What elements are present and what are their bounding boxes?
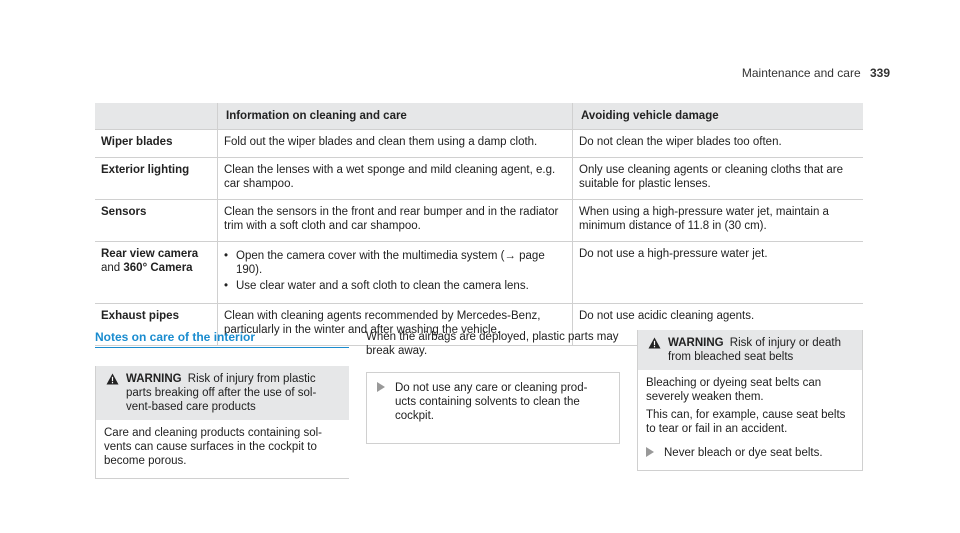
warning-paragraph: Bleaching or dyeing seat belts can severely weaken them. [646, 377, 822, 403]
warning-label: WARNING [668, 337, 724, 349]
cleaning-care-table [95, 103, 863, 346]
table-row [95, 158, 863, 200]
table-header-row [95, 103, 863, 130]
table-row [95, 200, 863, 242]
warning-label: WARNING [126, 373, 182, 385]
warning-header [638, 330, 862, 370]
table-row [95, 130, 863, 158]
notes-column-1 [95, 330, 349, 479]
instruction-text: Never bleach or dye seat belts. [664, 447, 823, 459]
bullet-item: • Use clear water and a soft cloth to clean the camera lens. [224, 279, 566, 293]
row-info: Fold out the wiper blades and clean them using a damp cloth. [218, 130, 573, 158]
instruction-box [366, 372, 620, 444]
warning-body [638, 370, 862, 470]
table-header-avoid: Avoiding vehicle damage [573, 103, 864, 130]
row-avoid: Do not clean the wiper blades too often. [573, 130, 864, 158]
warning-box [637, 330, 863, 471]
row-info [218, 242, 573, 304]
table-header-empty [95, 103, 218, 130]
warning-box [95, 366, 349, 479]
warning-title: Risk of injury from plastic parts breaking off after the use of sol- vent-based care products [126, 373, 317, 413]
instruction-arrow-icon [646, 447, 654, 457]
table-row [95, 242, 863, 304]
page-number: 339 [869, 66, 890, 80]
airbag-text: When the airbags are deployed, plastic parts may break away. [366, 331, 619, 357]
notes-column-2 [366, 330, 620, 444]
row-label-camera: Rear view camera [101, 248, 199, 260]
notes-column-3 [637, 330, 863, 471]
warning-header [96, 366, 349, 420]
bullet-item: • Open the camera cover with the multimedia system (→ page 190). [224, 249, 566, 277]
row-label-360-camera: 360° Camera [123, 262, 193, 274]
row-avoid: Do not use a high-pressure water jet. [573, 242, 864, 304]
row-label [95, 242, 218, 304]
warning-triangle-icon [106, 373, 119, 389]
row-info: Clean with cleaning agents recommended by Mercedes-Benz, particularly in the winter and after washing the vehicle. [218, 304, 573, 346]
section-name: Maintenance and care [741, 66, 861, 80]
section-title: Notes on care of the interior [95, 330, 349, 348]
row-info: Clean the sensors in the front and rear bumper and in the radiator trim with a soft cloth and car shampoo. [218, 200, 573, 242]
instruction-item [646, 446, 854, 460]
row-label: Exhaust pipes [95, 304, 218, 346]
warning-triangle-icon [648, 337, 661, 353]
warning-paragraph: This can, for example, cause seat belts to tear or fail in an accident. [646, 409, 846, 435]
warning-title: Risk of injury or death from bleached seat belts [668, 337, 842, 363]
row-avoid: Do not use acidic cleaning agents. [573, 304, 864, 346]
row-label: Wiper blades [95, 130, 218, 158]
page-header [742, 66, 890, 80]
table-header-info: Information on cleaning and care [218, 103, 573, 130]
row-avoid: When using a high-pressure water jet, maintain a minimum distance of 11.8 in (30 cm). [573, 200, 864, 242]
instruction-arrow-icon [377, 382, 385, 392]
row-avoid: Only use cleaning agents or cleaning cloths that are suitable for plastic lenses. [573, 158, 864, 200]
warning-body: Care and cleaning products containing sol- vents can cause surfaces in the cockpit to become porous. [104, 427, 322, 467]
row-info: Clean the lenses with a wet sponge and mild cleaning agent, e.g. car shampoo. [218, 158, 573, 200]
row-label: Exterior lighting [95, 158, 218, 200]
row-label: Sensors [95, 200, 218, 242]
instruction-text: Do not use any care or cleaning prod- ucts containing solvents to clean the cockpit. [395, 382, 588, 422]
row-label-and: and [101, 262, 121, 274]
instruction-item [377, 381, 611, 423]
